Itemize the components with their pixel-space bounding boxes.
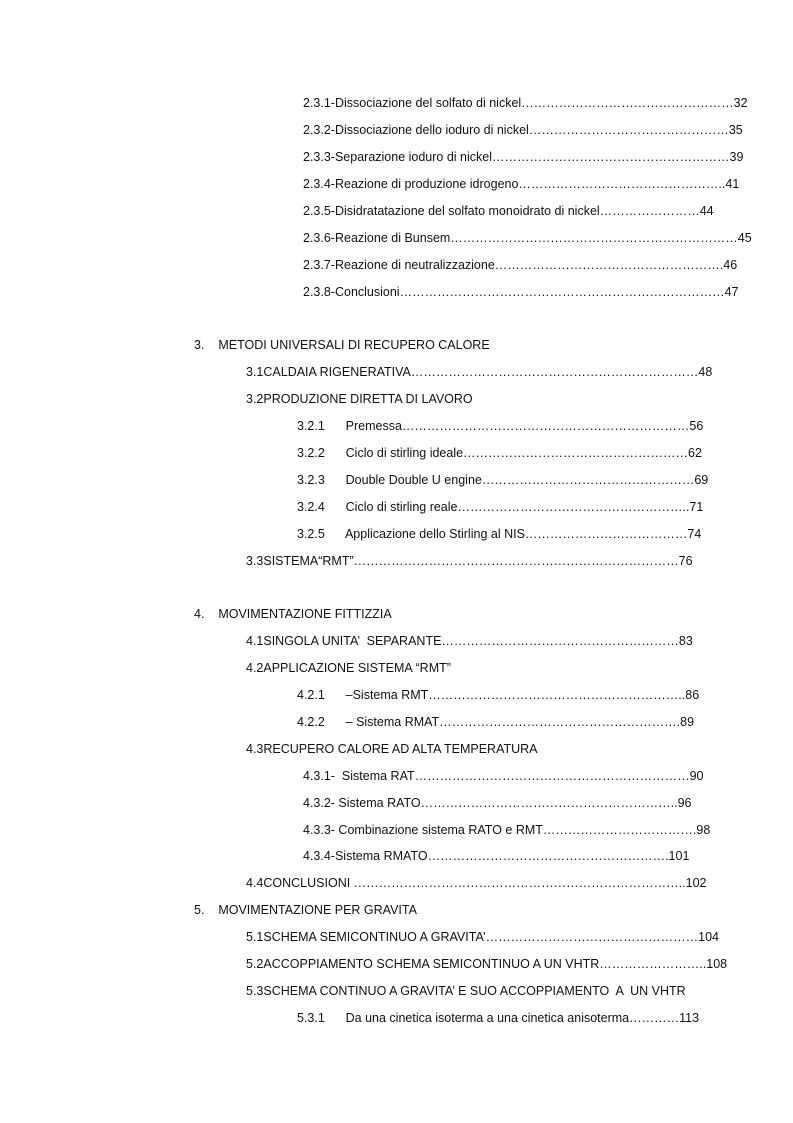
- toc-entry-3-2: 3.2PRODUZIONE DIRETTA DI LAVORO: [246, 392, 473, 406]
- toc-entry-2-3-8: 2.3.8-Conclusioni……………………………………………………………………47: [303, 285, 739, 299]
- toc-entry-4-3-1: 4.3.1- Sistema RAT…………………………………………………………90: [303, 769, 704, 783]
- toc-entry-4-3-3: 4.3.3- Combinazione sistema RATO e RMT……………………………….98: [303, 823, 711, 837]
- toc-chapter-5: 5. MOVIMENTAZIONE PER GRAVITA: [194, 903, 417, 917]
- toc-entry-3-2-5: 3.2.5 Applicazione dello Stirling al NIS…………………………………74: [297, 527, 702, 541]
- toc-entry-4-3-2: 4.3.2- Sistema RATO……………………………………………………..96: [303, 796, 692, 810]
- toc-entry-5-2: 5.2ACCOPPIAMENTO SCHEMA SEMICONTINUO A UN VHTR……………………..108: [246, 957, 728, 971]
- toc-entry-5-1: 5.1SCHEMA SEMICONTINUO A GRAVITA’……………………………………………104: [246, 930, 719, 944]
- toc-entry-3-2-2: 3.2.2 Ciclo di stirling ideale………………………………………………62: [297, 446, 702, 460]
- toc-entry-3-3: 3.3SISTEMA“RMT”……………………………………………………………………76: [246, 554, 693, 568]
- toc-entry-5-3-1: 5.3.1 Da una cinetica isoterma a una cinetica anisoterma…………113: [297, 1011, 700, 1025]
- toc-entry-4-3-4: 4.3.4-Sistema RMATO………………………………………………….101: [303, 849, 690, 863]
- toc-entry-2-3-3: 2.3.3-Separazione ioduro di nickel…………………………………………………39: [303, 150, 744, 164]
- toc-entry-5-3: 5.3SCHEMA CONTINUO A GRAVITA’ E SUO ACCOPPIAMENTO A UN VHTR: [246, 984, 686, 998]
- toc-entry-4-1: 4.1SINGOLA UNITA’ SEPARANTE…………………………………………………83: [246, 634, 693, 648]
- toc-entry-4-4: 4.4CONCLUSIONI ……………………………………………………………………..102: [246, 876, 707, 890]
- toc-entry-2-3-7: 2.3.7-Reazione di neutralizzazione……………………………………………….46: [303, 258, 738, 272]
- toc-entry-2-3-4: 2.3.4-Reazione di produzione idrogeno…………………………………………..41: [303, 177, 740, 191]
- toc-chapter-3: 3. METODI UNIVERSALI DI RECUPERO CALORE: [194, 338, 490, 352]
- toc-entry-4-2-1: 4.2.1 –Sistema RMT……………………………………………………..86: [297, 688, 700, 702]
- toc-entry-3-2-3: 3.2.3 Double Double U engine……………………………………………69: [297, 473, 709, 487]
- toc-entry-3-2-4: 3.2.4 Ciclo di stirling reale………………………………………………..71: [297, 500, 704, 514]
- toc-entry-4-2-2: 4.2.2 – Sistema RMAT………………………………………………….89: [297, 715, 695, 729]
- toc-entry-4-2: 4.2APPLICAZIONE SISTEMA “RMT”: [246, 661, 451, 675]
- toc-chapter-4: 4. MOVIMENTAZIONE FITTIZZIA: [194, 607, 392, 621]
- toc-entry-2-3-1: 2.3.1-Dissociazione del solfato di nickel……………………………………………32: [303, 96, 748, 110]
- toc-entry-4-3: 4.3RECUPERO CALORE AD ALTA TEMPERATURA: [246, 742, 538, 756]
- toc-entry-3-2-1: 3.2.1 Premessa……………………………………………………………56: [297, 419, 704, 433]
- toc-entry-2-3-5: 2.3.5-Disidratatazione del solfato monoidrato di nickel……………………44: [303, 204, 714, 218]
- toc-entry-2-3-2: 2.3.2-Dissociazione dello ioduro di nickel…………………………………………35: [303, 123, 743, 137]
- toc-entry-2-3-6: 2.3.6-Reazione di Bunsem……………………………………………………………45: [303, 231, 752, 245]
- toc-entry-3-1: 3.1CALDAIA RIGENERATIVA……………………………………………………………48: [246, 365, 713, 379]
